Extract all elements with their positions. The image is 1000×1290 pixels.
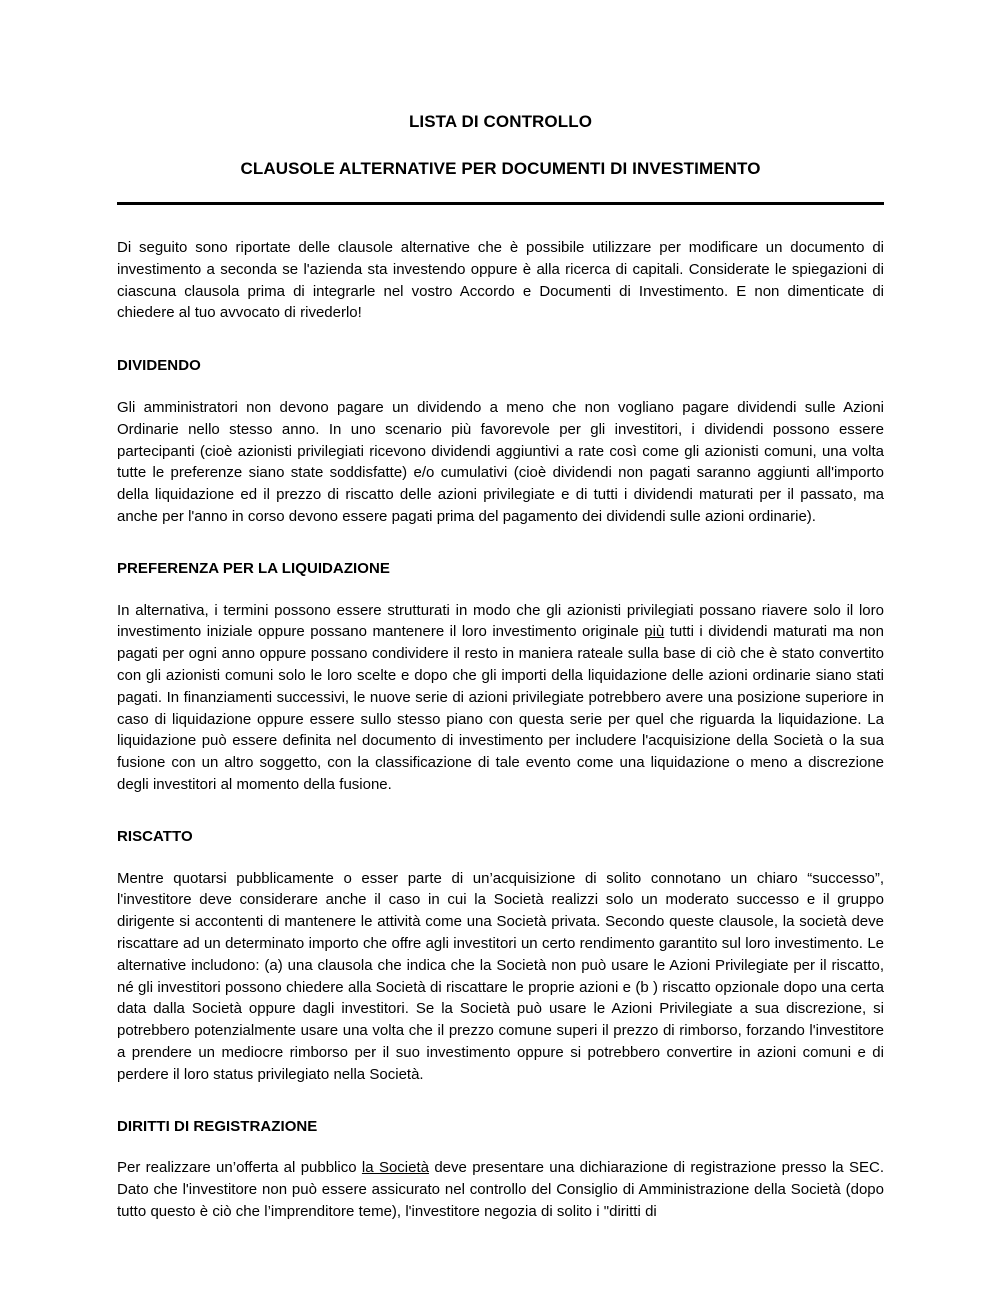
spacer-before-section-2 [117, 528, 884, 558]
section-body-diritti-part-1: Per realizzare un’offerta al pubblico [117, 1159, 362, 1177]
underlined-term-piu: più [644, 623, 665, 641]
spacer-after-heading-4 [117, 1137, 884, 1157]
header-divider-rule [117, 202, 884, 205]
section-body-preferenza-part-1: In alternativa, i termini possono essere strutturati in modo che gli azionisti privilegiati possano riavere solo il loro investimento iniziale oppure possano mantenere il loro investimento originale [117, 601, 884, 641]
document-title-primary: LISTA DI CONTROLLO [408, 112, 593, 131]
section-heading-preferenza-liquidazione: PREFERENZA PER LA LIQUIDAZIONE [117, 559, 390, 577]
document-title-secondary: CLAUSOLE ALTERNATIVE PER DOCUMENTI DI INVESTIMENTO [240, 159, 761, 178]
section-heading-riscatto: RISCATTO [117, 827, 193, 845]
spacer-after-heading-3 [117, 848, 884, 868]
section-body-preferenza-part-2: tutti i dividendi maturati ma non pagati per ogni anno oppure possano condividere il resto in maniera rateale sulla base di ciò che è stato convertito con gli azionisti comuni solo le loro scelte e dopo che gli importi della liquidazione delle azioni ordinarie siano stati pagati. In finanziamenti successivi, le nuove serie di azioni privilegiate potrebbero avere una posizione superiore in caso di liquidazione oppure essere sullo stesso piano con questa serie per quel che riguarda la liquidazione. La liquidazione può essere definita nel documento di investimento per includere l'acquisizione della Società o la sua fusione con un altro soggetto, con la classificazione di tale evento come una liquidazione o meno a discrezione degli investitori al momento della fusione. [117, 623, 884, 793]
spacer-after-heading-1 [117, 377, 884, 397]
spacer-before-section-3 [117, 796, 884, 826]
document-content [117, 0, 884, 1223]
spacer-after-rule [117, 213, 884, 237]
section-body-diritti-part-2: deve presentare una dichiarazione di registrazione presso la SEC. Dato che l'investitore non può essere assicurato nel controllo del Consiglio di Amministrazione della Società (dopo tutto questo è ciò che l’imprenditore teme), l'investitore negozia di solito i "diritti di [117, 1159, 884, 1220]
section-body-riscatto [117, 868, 884, 1086]
section-body-riscatto-part-1: Mentre quotarsi pubblicamente o esser parte di un’acquisizione di solito connotano un chiaro “successo”, l'investitore deve considerare anche il caso in cui la Società realizzi solo un moderato successo e il gruppo dirigente si accontenti di mantenere le attività come una Società privata. Secondo queste clausole, la società deve riscattare ad un determinato importo che offre agli investitori un certo rendimento garantito sul loro investimento. Le alternative includono: (a) una clausola che indica che la Società non può usare le Azioni Privilegiate per il riscatto, né gli investitori possono chiedere alla Società di riscattare le proprie azioni e (b ) riscatto opzionale dopo una certa data dalla Società oppure dagli investitori. Se la Società può usare le Azioni Privilegiate a sua discrezione, si potrebbero potenzialmente usare una volta che il prezzo comune superi il prezzo di rimborso, forzando l'investitore a prendere un mediocre rimborso per il suo investimento oppure si potrebbero convertire in azioni comuni e di perdere il loro status privilegiato nella Società. [117, 869, 884, 1083]
spacer-before-section-4 [117, 1086, 884, 1116]
underlined-term-la-societa: la Società [361, 1159, 429, 1177]
intro-paragraph: Di seguito sono riportate delle clausole alternative che è possibile utilizzare per modificare un documento di investimento a seconda se l'azienda sta investendo oppure è alla ricerca di capitali. Considerate le spiegazioni di ciascuna clausola prima di integrarle nel vostro Accordo e Documenti di Investimento. E non dimenticate di chiedere al tuo avvocato di rivederlo! [117, 239, 884, 322]
spacer-after-heading-2 [117, 580, 884, 600]
section-body-diritti-registrazione [117, 1157, 884, 1222]
spacer-before-section-1 [117, 324, 884, 355]
section-body-dividendo [117, 397, 884, 528]
section-heading-dividendo: DIVIDENDO [117, 357, 201, 375]
section-heading-diritti-registrazione: DIRITTI DI REGISTRAZIONE [117, 1117, 318, 1135]
section-body-preferenza-liquidazione [117, 600, 884, 796]
section-body-dividendo-part-1: Gli amministratori non devono pagare un dividendo a meno che non vogliano pagare dividendi sulle Azioni Ordinarie nello stesso anno. In uno scenario più favorevole per gli investitori, i dividendi possono essere partecipanti (cioè azionisti privilegiati ricevono dividendi aggiuntivi a rate così come gli azionisti comuni, una volta tutte le preferenze siano state soddisfatte) e/o cumulativi (cioè dividendi non pagati saranno aggiunti all'importo della liquidazione ed il prezzo di riscatto delle azioni privilegiate e di tutti i dividendi maturati per il passato, ma anche per l'anno in corso devono essere pagati prima del pagamento dei dividendi sulle azioni ordinarie). [117, 398, 884, 525]
